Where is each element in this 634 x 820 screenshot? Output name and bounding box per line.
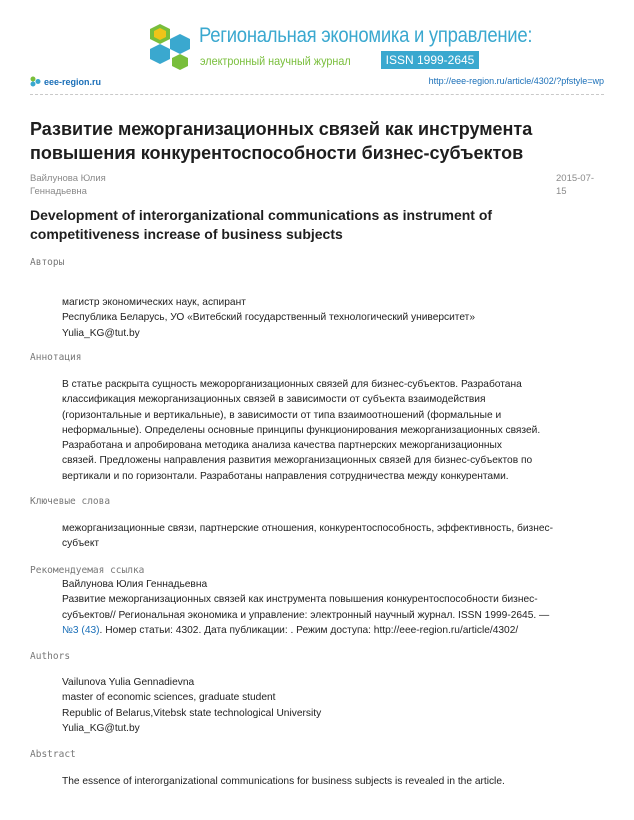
section-label-annotation: Аннотация — [30, 352, 82, 363]
author-name: Вайлунова Юлия Геннадьевна — [30, 173, 106, 197]
authors-info — [62, 295, 602, 341]
author-affiliation: Республика Беларусь, УО «Витебский государственный технологический университет» — [62, 312, 476, 324]
author-en-affiliation: Republic of Belarus,Vitebsk state technological University — [62, 707, 322, 719]
author-degree: магистр экономических наук, аспирант — [62, 297, 246, 308]
annotation-text — [62, 377, 602, 484]
section-label-authors-en: Authors — [30, 651, 71, 662]
citation-text — [62, 577, 602, 638]
issue-link[interactable]: №3 (43) — [62, 624, 100, 636]
author-en-degree: master of economic sciences, graduate student — [62, 692, 276, 704]
english-title: Development of interorganizational communications as instrument of competitiveness increase of business subjects — [30, 207, 493, 242]
abstract-text — [62, 774, 602, 789]
keywords-text — [62, 521, 602, 552]
issn-badge: ISSN 1999-2645 — [381, 51, 479, 69]
site-link-text: eee-region.ru — [44, 76, 102, 87]
link-bar — [30, 76, 604, 90]
site-link[interactable] — [30, 76, 101, 87]
authors-en-info — [62, 675, 602, 736]
annotation-line: (горизонтальные и вертикальные), в зависимости от типа взаимоотношений (формальные и — [62, 409, 502, 421]
annotation-line: вертикали и по горизонтали. Разработаны направления сотрудничества между конкурентами. — [62, 470, 509, 482]
author-en-name: Vailunova Yulia Gennadievna — [62, 677, 195, 688]
journal-subtitle: электронный научный журнал — [200, 54, 351, 68]
citation-line: субъектов// Региональная экономика и управление: электронный научный журнал. ISSN 1999-2645. — — [62, 609, 550, 621]
divider — [30, 94, 604, 95]
journal-title: Региональная экономика и управление: — [199, 24, 533, 47]
annotation-line: Разработана и апробирована методика анализа качества партнерских межорганизационных — [62, 440, 502, 452]
section-label-authors: Авторы — [30, 257, 65, 268]
keywords-line: межорганизационные связи, партнерские отношения, конкурентоспособность, эффективность, бизнес- — [62, 523, 553, 534]
site-logo-icon — [30, 76, 41, 87]
publication-date: 2015-07- 15 — [556, 173, 595, 197]
citation-line: Развитие межорганизационных связей как инструмента повышения конкурентоспособности бизнес- — [62, 594, 538, 606]
annotation-line: В статье раскрыта сущность межорорганизационных связей для бизнес-субъектов. Разработана — [62, 379, 522, 390]
annotation-line: классификация межорганизационных связей в зависимости от субъекта взаимодействия — [62, 394, 486, 406]
journal-banner — [0, 0, 634, 74]
article-url-link[interactable]: http://eee-region.ru/article/4302/?pfstyle=wp — [428, 76, 604, 86]
journal-logo-icon — [148, 24, 192, 70]
annotation-line: неформальные). Определены основные принципы функционирования межорганизационных связей. — [62, 424, 541, 436]
author-en-email: Yulia_KG@tut.by — [62, 722, 140, 734]
abstract-line: The essence of interorganizational communications for business subjects is revealed in the article. — [62, 776, 505, 787]
annotation-line: связей. Предложены направления развития межорганизационных связей для бизнес-субъектов по — [62, 455, 533, 467]
section-label-abstract: Abstract — [30, 749, 76, 760]
page-title: Развитие межорганизационных связей как инструмента повышения конкурентоспособности бизнес-субъектов — [30, 119, 533, 163]
citation-author: Вайлунова Юлия Геннадьевна — [62, 579, 208, 590]
citation-line: №3 (43). Номер статьи: 4302. Дата публикации: . Режим доступа: http://eee-region.ru/article/4302/ — [62, 624, 519, 636]
keywords-line: субъект — [62, 538, 100, 550]
section-label-keywords: Ключевые слова — [30, 496, 111, 507]
section-label-citation: Рекомендуемая ссылка — [30, 565, 145, 576]
author-email: Yulia_KG@tut.by — [62, 327, 140, 339]
